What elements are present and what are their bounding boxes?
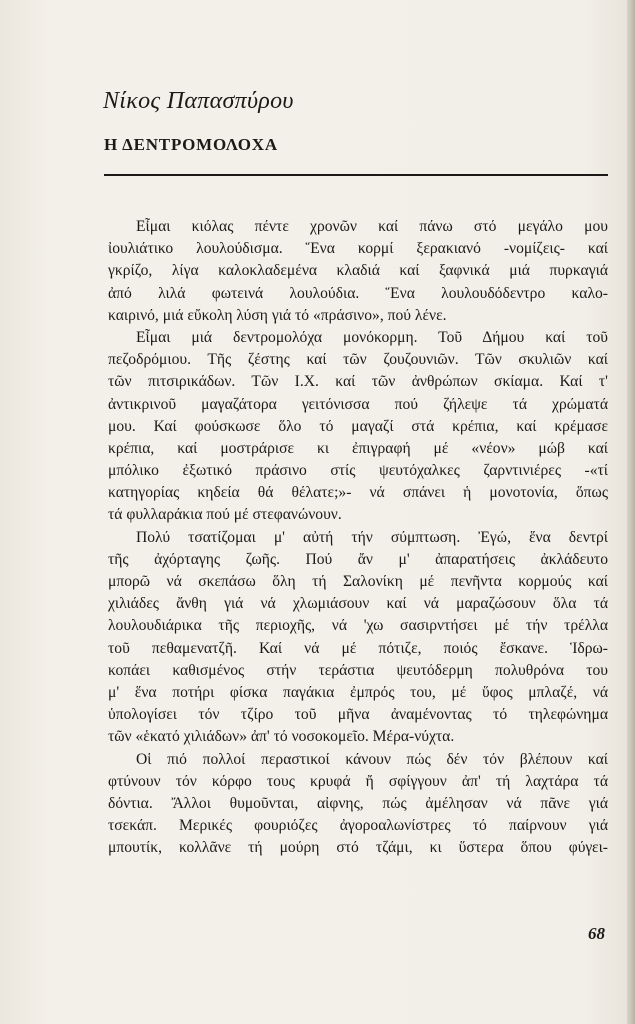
author-name: Νίκος Παπασπύρου [103, 88, 294, 114]
text-line: ἀπό λιλά φωτεινά λουλούδια. Ἕνα λουλουδόδεντρο καλο- [108, 284, 608, 302]
text-line: ὑπολογίσει τόν τζίρο τοῦ μῆνα ἀναμένοντας τό τηλεφώνημα [108, 706, 608, 724]
page-edge [627, 0, 635, 1024]
text-line: τά φυλλαράκια πού μέ στεφανώνουν. [108, 506, 342, 524]
text-line: χιλιάδες ἄνθη γιά νά χλωμιάσουν καί νά μαραζώσουν ὅλα τά [108, 595, 608, 613]
text-line: φτύνουν τόν κόρφο τους κρυφά ἤ σφίγγουν ἀπ' τή λαχτάρα τά [108, 772, 608, 790]
text-line: μπορῶ νά σκεπάσω ὅλη τή Σαλονίκη μέ πενῆντα κορμούς καί [108, 573, 608, 590]
text-line: ἰουλιάτικο λουλούδισμα. Ἕνα κορμί ξερακιανό -νομίζεις- καί [108, 240, 608, 258]
text-line: μ' ἕνα ποτήρι φίσκα παγάκια ἐμπρός του, μέ ὕφος μπλαζέ, νά [108, 683, 608, 701]
text-line: λουλουδιάρικα τῆς περιοχῆς, νά 'χω σασιρντήσει μέ τήν τρέλλα [108, 617, 608, 635]
paragraph [108, 216, 608, 327]
text-line: ἀντικρινοῦ μαγαζάτορα γειτόνισσα πού ζήλεψε τά χρώματά [108, 395, 608, 413]
text-line: μπουτίκ, κολλᾶνε τή μούρη στό τζάμι, κι ὕστερα ὅπου φύγει- [108, 839, 608, 857]
chapter-title: Η ΔΕΝΤΡΟΜΟΛΟΧΑ [104, 135, 278, 154]
text-line: γκρίζο, λίγα καλοκλαδεμένα κλαδιά καί ξαφνικά μιά πυρκαγιά [108, 262, 608, 280]
text-line: τσεκάπ. Μερικές φουριόζες ἀγοροαλωνίστρες τό παίρνουν γιά [108, 817, 608, 835]
text-line: τῶν «ἑκατό χιλιάδων» ἀπ' τό νοσοκομεῖο. Μέρα-νύχτα. [108, 728, 455, 746]
text-line: μπόλικο ἐξωτικό πράσινο στίς ψευτόχαλκες ζαρντινιέρες -«τί [108, 462, 608, 480]
text-line: τοῦ πεθαμενατζῆ. Καί νά μέ πότιζε, ποιός ἔσκανε. Ἱδρω- [108, 639, 608, 657]
text-line: κοπάει καθισμένος στήν τεράστια ψευτόδερμη πολυθρόνα του [108, 661, 608, 679]
text-line: κρέπια, καί μοστράρισε κι ἐπιγραφή μέ «νέον» μώβ καί [108, 439, 608, 457]
text-line: πεζοδρόμιου. Τῆς ζέστης καί τῶν ζουζουνιῶν. Τῶν σκυλιῶν καί [108, 351, 608, 369]
text-line: τῶν πιτσιρικάδων. Τῶν Ι.Χ. καί τῶν ἀνθρώπων σκίαμα. Καί τ' [108, 373, 608, 391]
paragraph [108, 527, 608, 749]
text-line: δόντια. Ἄλλοι θυμοῦνται, αἰφνης, πώς ἀμέλησαν νά πᾶνε γιά [108, 794, 608, 812]
text-line: Οἱ πιό πολλοί περαστικοί κάνουν πώς δέν τόν βλέπουν καί [136, 750, 608, 768]
body-text [108, 216, 608, 859]
text-line: τῆς ἀχόρταγης ζωῆς. Πού ἄν μ' ἀπαρατήσεις ἀκλάδευτο [108, 550, 608, 568]
text-line: καιρινό, μιά εὔκολη λύση γιά τό «πράσινο», πού λένε. [108, 306, 447, 324]
text-line: μου. Καί φούσκωσε ὅλο τό μαγαζί στά κρέπια, καί κρέμασε [108, 417, 608, 435]
paragraph [108, 749, 608, 860]
text-line: κατηγορίας κηδεία θά θέλατε;»- νά σπάνει ἡ μονοτονία, ὅπως [108, 484, 608, 502]
title-rule [104, 174, 608, 176]
paragraph [108, 327, 608, 527]
page-number: 68 [588, 924, 605, 943]
text-line: Εἶμαι μιά δεντρομολόχα μονόκορμη. Τοῦ Δήμου καί τοῦ [136, 328, 608, 346]
text-line: Εἶμαι κιόλας πέντε χρονῶν καί πάνω στό μεγάλο μου [136, 218, 608, 235]
text-line: Πολύ τσατίζομαι μ' αὐτή τήν σύμπτωση. Ἐγώ, ἕνα δεντρί [136, 528, 608, 546]
